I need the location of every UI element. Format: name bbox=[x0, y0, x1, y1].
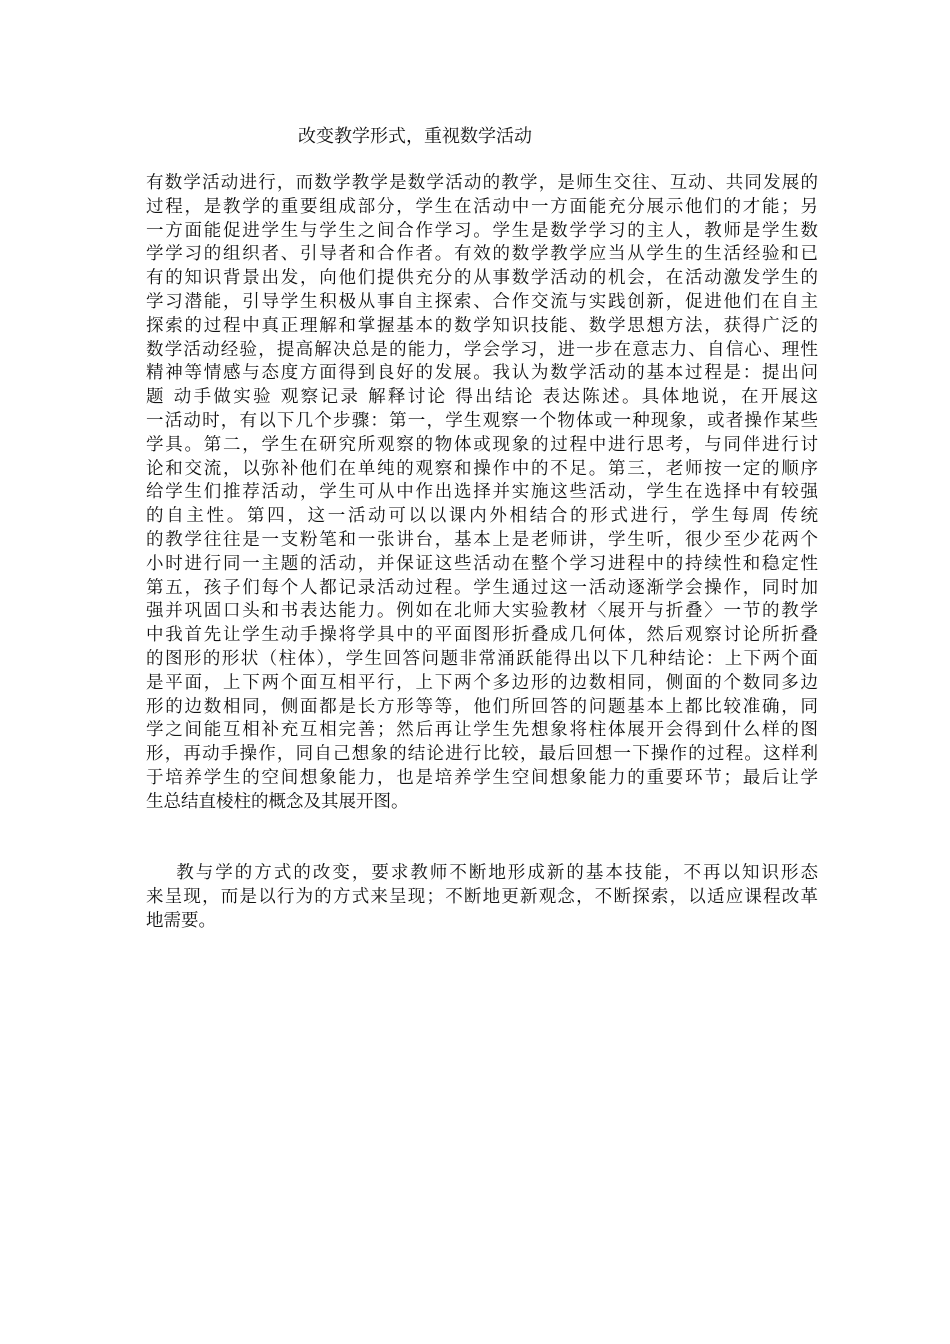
paragraph-1-line: 一活动时，有以下几个步骤：第一，学生观察一个物体或一种现象，或者操作某些 bbox=[146, 410, 818, 431]
paragraph-1-line: 探索的过程中真正理解和掌握基本的数学知识技能、数学思想方法，获得广泛的 bbox=[146, 315, 818, 336]
paragraph-1-line: 形，再动手操作，同自己想象的结论进行比较，最后回想一下操作的过程。这样利 bbox=[146, 744, 818, 765]
paragraph-1-line: 强并巩固口头和书表达能力。例如在北师大实验教材〈展开与折叠〉一节的教学 bbox=[146, 601, 818, 622]
paragraph-1-line: 有数学活动进行，而数学教学是数学活动的教学，是师生交往、互动、共同发展的 bbox=[146, 173, 818, 193]
paragraph-1-line: 学学习的组织者、引导者和合作者。有效的数学教学应当从学生的生活经验和已 bbox=[146, 244, 818, 265]
paragraph-1-line: 生总结直棱柱的概念及其展开图。 bbox=[146, 791, 409, 812]
paragraph-1-line: 小时进行同一主题的活动，并保证这些活动在整个学习进程中的持续性和稳定性 bbox=[146, 553, 818, 574]
paragraph-1-line: 于培养学生的空间想象能力，也是培养学生空间想象能力的重要环节；最后让学 bbox=[146, 767, 818, 788]
paragraph-1-line: 学之间能互相补充互相完善；然后再让学生先想象将柱体展开会得到什么样的图 bbox=[146, 720, 818, 741]
paragraph-1-line: 精神等情感与态度方面得到良好的发展。我认为数学活动的基本过程是：提出问 bbox=[146, 363, 818, 384]
paragraph-1-line: 第五，孩子们每个人都记录活动过程。学生通过这一活动逐渐学会操作，同时加 bbox=[146, 577, 818, 598]
paragraph-1-line: 中我首先让学生动手操将学具中的平面图形折叠成几何体，然后观察讨论所折叠 bbox=[146, 625, 818, 646]
paragraph-1-line: 的图形的形状（柱体），学生回答问题非常涌跃能得出以下几种结论：上下两个面 bbox=[146, 648, 818, 669]
paragraph-2-line: 来呈现，而是以行为的方式来呈现；不断地更新观念，不断探索，以适应课程改革 bbox=[146, 886, 818, 907]
paragraph-1-line: 给学生们推荐活动，学生可从中作出选择并实施这些活动，学生在选择中有较强 bbox=[146, 482, 818, 503]
paragraph-1-line: 的教学往往是一支粉笔和一张讲台，基本上是老师讲，学生听，很少至少花两个 bbox=[146, 529, 818, 550]
paragraph-1-line: 是平面，上下两个面互相平行，上下两个多边形的边数相同，侧面的个数同多边 bbox=[146, 672, 818, 693]
paragraph-1-line: 数学活动经验，提高解决总是的能力，学会学习，进一步在意志力、自信心、理性 bbox=[146, 339, 818, 360]
paragraph-2 bbox=[146, 862, 818, 933]
paragraph-1-line: 学习潜能，引导学生积极从事自主探索、合作交流与实践创新，促进他们在自主 bbox=[146, 291, 818, 312]
paragraph-1 bbox=[146, 172, 818, 815]
document-title: 改变教学形式，重视数学活动 bbox=[298, 126, 532, 147]
paragraph-1-line: 过程，是教学的重要组成部分，学生在活动中一方面能充分展示他们的才能；另 bbox=[146, 196, 818, 217]
paragraph-1-line: 一方面能促进学生与学生之间合作学习。学生是数学学习的主人，教师是学生数 bbox=[146, 220, 818, 241]
paragraph-1-line: 形的边数相同，侧面都是长方形等等，他们所回答的问题基本上都比较准确，同 bbox=[146, 696, 818, 717]
paragraph-1-line: 的自主性。第四，这一活动可以以课内外相结合的形式进行，学生每周 传统 bbox=[146, 506, 818, 527]
paragraph-1-line: 论和交流，以弥补他们在单纯的观察和操作中的不足。第三，老师按一定的顺序 bbox=[146, 458, 818, 479]
paragraph-2-line: 地需要。 bbox=[146, 910, 216, 931]
paragraph-1-line: 学具。第二，学生在研究所观察的物体或现象的过程中进行思考，与同伴进行讨 bbox=[146, 434, 818, 455]
paragraph-2-line: 教与学的方式的改变，要求教师不断地形成新的基本技能，不再以知识形态 bbox=[146, 863, 818, 883]
paragraph-1-line: 有的知识背景出发，向他们提供充分的从事数学活动的机会，在活动激发学生的 bbox=[146, 268, 818, 289]
paragraph-1-line: 题 动手做实验 观察记录 解释讨论 得出结论 表达陈述。具体地说，在开展这 bbox=[146, 387, 818, 408]
